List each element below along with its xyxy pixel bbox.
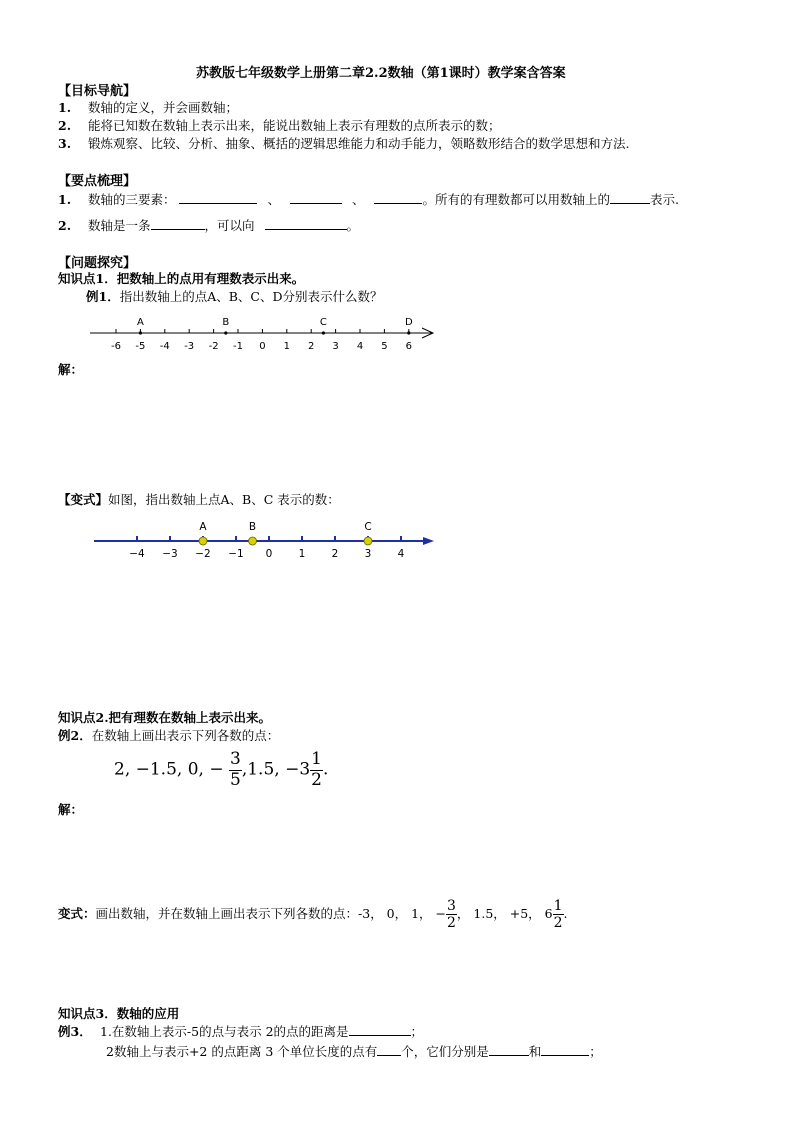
knowledge-point-2-title: 知识点2.把有理数在数轴上表示出来。 bbox=[58, 710, 272, 725]
separator: 、 bbox=[267, 192, 280, 207]
point-label: C bbox=[319, 317, 327, 328]
tick-label: 0 bbox=[265, 548, 273, 560]
example-label: 例3． bbox=[58, 1024, 92, 1039]
goal-num: 2. bbox=[58, 118, 72, 133]
number-list-part: 2, −1.5, 0, − bbox=[114, 759, 224, 780]
point-label: B bbox=[248, 521, 257, 533]
keypoint-item-1 bbox=[58, 190, 679, 208]
question-text: 2数轴上与表示+2 的点距离 3 个单位长度的点有 bbox=[106, 1044, 378, 1059]
tick-label: 4 bbox=[397, 548, 405, 560]
tick-label: 3 bbox=[332, 341, 339, 352]
goal-item-1 bbox=[58, 98, 238, 116]
point-a bbox=[199, 537, 207, 545]
axis1-group bbox=[90, 317, 433, 352]
point-label: D bbox=[404, 317, 413, 328]
tick-label: −3 bbox=[162, 548, 178, 560]
question-text: 和 bbox=[528, 1044, 542, 1059]
tick-label: 1 bbox=[298, 548, 306, 560]
number-line-1 bbox=[88, 305, 440, 353]
example-text: 指出数轴上的点A、B、C、D分别表示什么数？ bbox=[119, 289, 383, 304]
solution-label-1: 解： bbox=[58, 362, 84, 377]
tick-label: −1 bbox=[228, 548, 244, 560]
tick-label: 2 bbox=[331, 548, 339, 560]
variant-text: 画出数轴，并在数轴上画出表示下列各数的点：-3， 0， 1， − bbox=[95, 906, 446, 922]
fraction bbox=[310, 750, 323, 790]
answer-blank[interactable] bbox=[489, 1043, 529, 1056]
fraction-numerator: 1 bbox=[311, 749, 322, 769]
fraction-numerator: 3 bbox=[230, 749, 241, 769]
keypoint-prefix: 数轴是一条 bbox=[87, 218, 151, 233]
example-1 bbox=[86, 287, 383, 305]
explore-header: 【问题探究】 bbox=[58, 256, 137, 271]
keypoint-mid: ，可以向 bbox=[204, 218, 255, 233]
fraction bbox=[446, 898, 457, 931]
fraction-numerator: 3 bbox=[447, 898, 456, 914]
knowledge-point-1-title: 知识点1．把数轴上的点用有理数表示出来。 bbox=[58, 271, 305, 286]
tick-label: -4 bbox=[159, 341, 170, 352]
answer-blank[interactable] bbox=[349, 1023, 411, 1036]
fraction-denominator: 2 bbox=[311, 769, 322, 790]
variant-text-end: . bbox=[563, 906, 568, 922]
answer-blank[interactable] bbox=[541, 1043, 589, 1056]
point-b bbox=[249, 537, 257, 545]
variant-label: 变式： bbox=[58, 906, 96, 922]
fraction-denominator: 2 bbox=[447, 915, 456, 932]
page-title: 苏教版七年级数学上册第二章2.2数轴（第1课时）教学案含答案 bbox=[196, 66, 566, 81]
separator: 、 bbox=[351, 192, 365, 207]
goal-text: 锻炼观察、比较、分析、抽象、概括的逻辑思维能力和动手能力，领略数形结合的数学思想和方法. bbox=[87, 136, 630, 151]
goal-text: 数轴的定义，并会画数轴； bbox=[87, 100, 238, 115]
number-list-part: . bbox=[322, 759, 329, 780]
tick-label: 1 bbox=[283, 341, 290, 352]
example-2-number-list bbox=[114, 750, 328, 790]
question-text: 1.在数轴上表示-5的点与表示 2的点的距离是 bbox=[100, 1024, 349, 1039]
question-end: ； bbox=[589, 1044, 602, 1059]
axis-arrow bbox=[423, 537, 434, 545]
tick-label: 6 bbox=[405, 341, 412, 352]
point-label: B bbox=[222, 317, 230, 328]
answer-blank[interactable] bbox=[610, 191, 650, 204]
goal-item-3 bbox=[58, 134, 629, 152]
fraction-denominator: 5 bbox=[230, 769, 241, 790]
tick-label: 0 bbox=[259, 341, 266, 352]
variant-label: 【变式】 bbox=[58, 492, 109, 507]
point-b bbox=[224, 331, 227, 334]
point-c bbox=[322, 331, 325, 334]
tick-label: 2 bbox=[308, 341, 315, 352]
knowledge-point-3-title: 知识点3．数轴的应用 bbox=[58, 1006, 180, 1021]
variant-1 bbox=[58, 490, 340, 508]
goal-num: 3. bbox=[58, 136, 72, 151]
answer-blank[interactable] bbox=[151, 217, 205, 230]
example-2 bbox=[58, 726, 279, 744]
keypoint-end: 表示. bbox=[649, 192, 679, 207]
point-label: C bbox=[364, 521, 372, 533]
fraction bbox=[229, 750, 242, 790]
number-list-part: ,1.5, −3 bbox=[241, 759, 311, 780]
tick-label: 5 bbox=[381, 341, 388, 352]
example-3-q2 bbox=[106, 1042, 602, 1060]
tick-label: -1 bbox=[233, 341, 243, 352]
tick-label: -2 bbox=[208, 341, 219, 352]
keypoint-item-2 bbox=[58, 216, 359, 234]
keypoint-num: 1. bbox=[58, 192, 72, 207]
tick-label: -6 bbox=[111, 341, 121, 352]
fraction-denominator: 2 bbox=[553, 915, 563, 932]
answer-blank[interactable] bbox=[290, 191, 342, 204]
solution-label-2: 解： bbox=[58, 802, 84, 817]
tick-label: 3 bbox=[364, 548, 372, 560]
tick-label: -3 bbox=[184, 341, 195, 352]
point-label: A bbox=[199, 521, 207, 533]
example-label: 例1． bbox=[86, 289, 120, 304]
keypoint-num: 2. bbox=[58, 218, 72, 233]
axis2-group bbox=[94, 521, 434, 560]
example-3-q1 bbox=[58, 1022, 423, 1040]
question-text: 个，它们分别是 bbox=[401, 1044, 489, 1059]
question-end: ； bbox=[410, 1024, 424, 1039]
variant-text: 如图，指出数轴上点A、B、C 表示的数： bbox=[108, 492, 340, 507]
answer-blank[interactable] bbox=[265, 217, 347, 230]
point-a bbox=[139, 331, 142, 334]
goal-text: 能将已知数在数轴上表示出来，能说出数轴上表示有理数的点所表示的数； bbox=[87, 118, 501, 133]
point-label: A bbox=[136, 317, 144, 328]
example-label: 例2． bbox=[58, 728, 92, 743]
variant-text-mid: ， 1.5， +5， 6 bbox=[456, 906, 553, 922]
example-text: 在数轴上画出表示下列各数的点： bbox=[91, 728, 280, 743]
variant-2 bbox=[58, 898, 568, 931]
tick-label: 4 bbox=[356, 341, 364, 352]
fraction bbox=[553, 898, 564, 931]
tick-label: −4 bbox=[129, 548, 145, 560]
fraction-numerator: 1 bbox=[553, 898, 563, 914]
keypoint-suffix: 。所有的有理数都可以用数轴上的 bbox=[422, 192, 610, 207]
keypoint-end: 。 bbox=[346, 218, 360, 233]
answer-blank[interactable] bbox=[377, 1043, 401, 1056]
point-d bbox=[407, 331, 410, 334]
tick-label: −2 bbox=[195, 548, 211, 560]
goals-header: 【目标导航】 bbox=[58, 84, 137, 99]
number-line-2 bbox=[90, 514, 440, 564]
answer-blank[interactable] bbox=[374, 191, 422, 204]
point-c bbox=[364, 537, 372, 545]
goal-num: 1. bbox=[58, 100, 72, 115]
tick-label: -5 bbox=[135, 341, 146, 352]
keypoints-header: 【要点梳理】 bbox=[58, 174, 137, 189]
keypoint-prefix: 数轴的三要素： bbox=[87, 192, 176, 207]
goal-item-2 bbox=[58, 116, 501, 134]
answer-blank[interactable] bbox=[179, 191, 257, 204]
